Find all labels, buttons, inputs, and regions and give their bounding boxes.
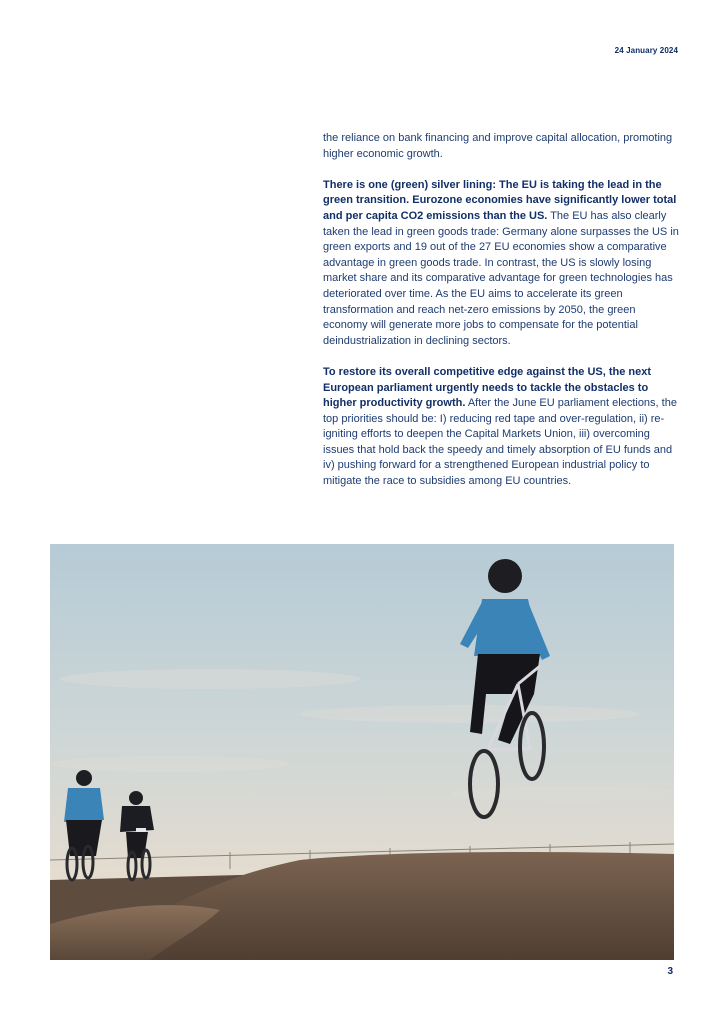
paragraph-2 bbox=[323, 178, 680, 350]
paragraph-1-text: the reliance on bank financing and improve capital allocation, promoting higher economic growth. bbox=[323, 132, 673, 160]
paragraph-2-text: The EU has also clearly taken the lead in green goods trade: Germany alone surpasses the US in green exports and 19 out of the 27 EU economies show a comparative advantage in green goods trade. In contrast, the US is slowly losing market share and its comparative advantage for green technologies has deteriorated over time. As the EU aims to accelerate its green transformation and reach net-zero emissions by 2050, the green economy will generate more jobs to compensate for the potential deindustrialization in declining sectors. bbox=[323, 209, 679, 347]
paragraph-2-lead: There is one (green) silver lining: The EU is taking the lead in the green transition. Eurozone economies have significantly lower total and per capita CO2 emissions than the US. bbox=[323, 178, 677, 222]
page-number: 3 bbox=[667, 966, 673, 977]
bmx-photo-illustration bbox=[50, 544, 674, 960]
paragraph-3-lead: To restore its overall competitive edge against the US, the next European parliament urgently needs to tackle the obstacles to higher productivity growth. bbox=[323, 365, 652, 410]
paragraph-3 bbox=[323, 365, 680, 490]
header-date: 24 January 2024 bbox=[614, 46, 678, 55]
paragraph-1 bbox=[323, 131, 680, 162]
paragraph-3-text: After the June EU parliament elections, the top priorities should be: I) reducing red tape and over-regulation, ii) re-igniting efforts to deepen the Capital Markets Union, iii) overcoming issues that hold back the speedy and timely absorption of EU funds and iv) pushing forward for a strengthened European industrial policy to mitigate the race to subsidies among EU countries. bbox=[323, 397, 677, 488]
body-text bbox=[323, 131, 680, 505]
bmx-photo bbox=[50, 544, 674, 960]
